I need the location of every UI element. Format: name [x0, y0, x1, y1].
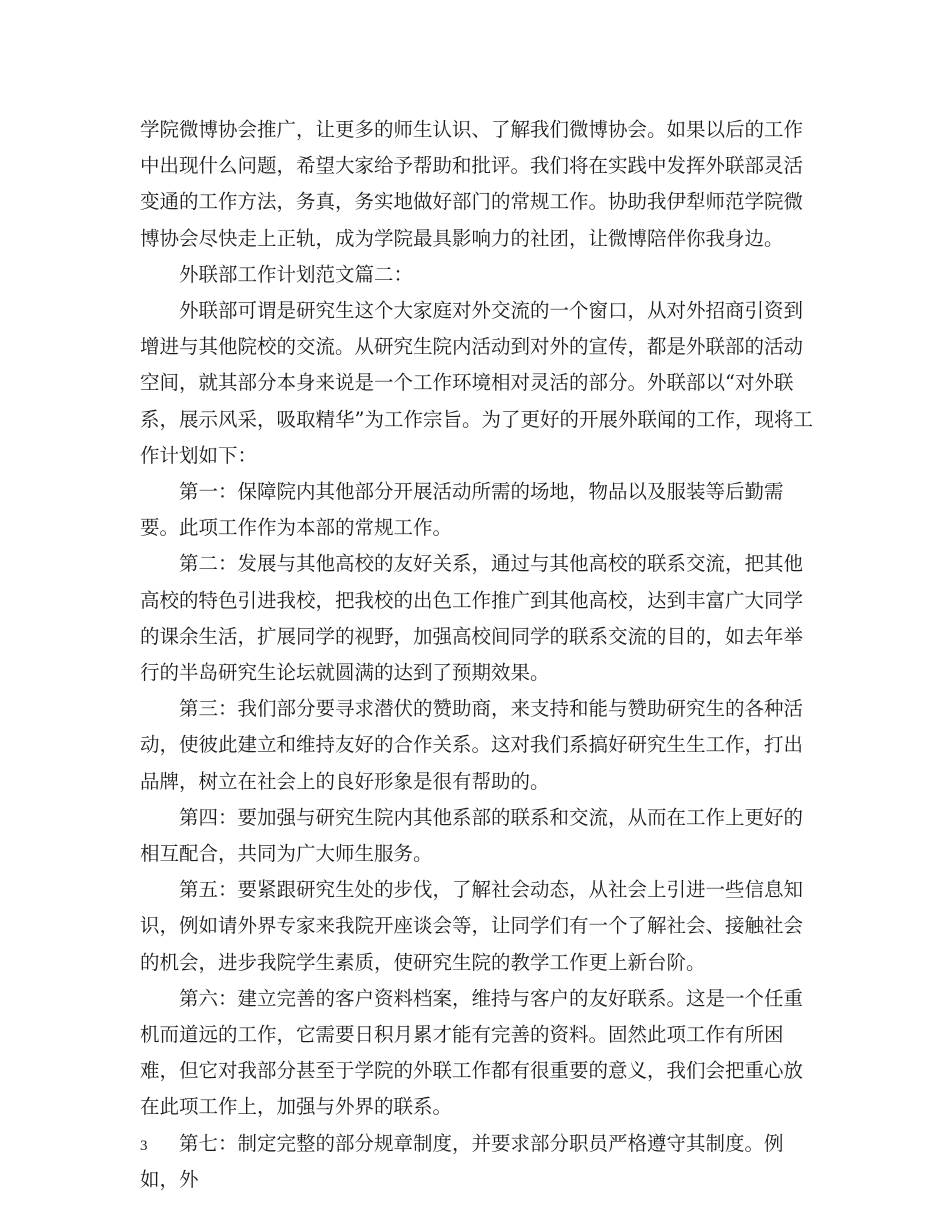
paragraph-item-2: 第二：发展与其他高校的友好关系，通过与其他高校的联系交流，把其他高校的特色引进我校，把我校的出色工作推广到其他高校，达到丰富广大同学的课余生活，扩展同学的视野，加强高校间同学的联系交流的目的，如去年举行的半岛研究生论坛就圆满的达到了预期效果。 — [140, 552, 804, 685]
paragraph-item-3: 第三：我们部分要寻求潜伏的赞助商，来支持和能与赞助研究生的各种活动，使彼此建立和维持友好的合作关系。这对我们系搞好研究生生工作，打出品牌，树立在社会上的良好形象是很有帮助的。 — [140, 697, 804, 793]
paragraph-item-1: 第一：保障院内其他部分开展活动所需的场地，物品以及服装等后勤需要。此项工作作为本部的常规工作。 — [140, 480, 784, 540]
paragraph-item-7: 第七：制定完整的部分规章制度，并要求部分职员严格遵守其制度。例如，外 — [140, 1131, 784, 1191]
paragraph-item-6: 第六：建立完善的客户资料档案，维持与客户的友好联系。这是一个任重机而道远的工作，它需要日积月累才能有完善的资料。固然此项工作有所困难，但它对我部分甚至于学院的外联工作都有很重要的意义，我们会把重心放在此项工作上，加强与外界的联系。 — [140, 986, 804, 1119]
paragraph-item-5: 第五：要紧跟研究生处的步伐，了解社会动态，从社会上引进一些信息知识，例如请外界专家来我院开座谈会等，让同学们有一个了解社会、接触社会的机会，进步我院学生素质，使研究生院的教学工作更上新台阶。 — [140, 878, 804, 974]
document-body — [140, 112, 820, 1198]
paragraph-item-4: 第四：要加强与研究生院内其他系部的联系和交流，从而在工作上更好的相互配合，共同为广大师生服务。 — [140, 805, 804, 866]
paragraph-1: 学院微博协会推广，让更多的师生认识、了解我们微博协会。如果以后的工作中出现什么问题，希望大家给予帮助和批评。我们将在实践中发挥外联部灵活变通的工作方法，务真，务实地做好部门的常规工作。协助我伊犁师范学院微博协会尽快走上正轨，成为学院最具影响力的社团，让微博陪伴你我身边。 — [140, 118, 804, 250]
section-heading: 外联部工作计划范文篇二： — [179, 262, 414, 286]
paragraph-intro: 外联部可谓是研究生这个大家庭对外交流的一个窗口，从对外招商引资到增进与其他院校的交流。从研究生院内活动到对外的宣传，都是外联部的活动空间，就其部分本身来说是一个工作环境相对灵活的部分。外联部以“对外联系，展示风采，吸取精华”为工作宗旨。为了更好的开展外联闻的工作，现将工作计划如下： — [140, 299, 813, 467]
page-number: 3 — [140, 1138, 148, 1154]
